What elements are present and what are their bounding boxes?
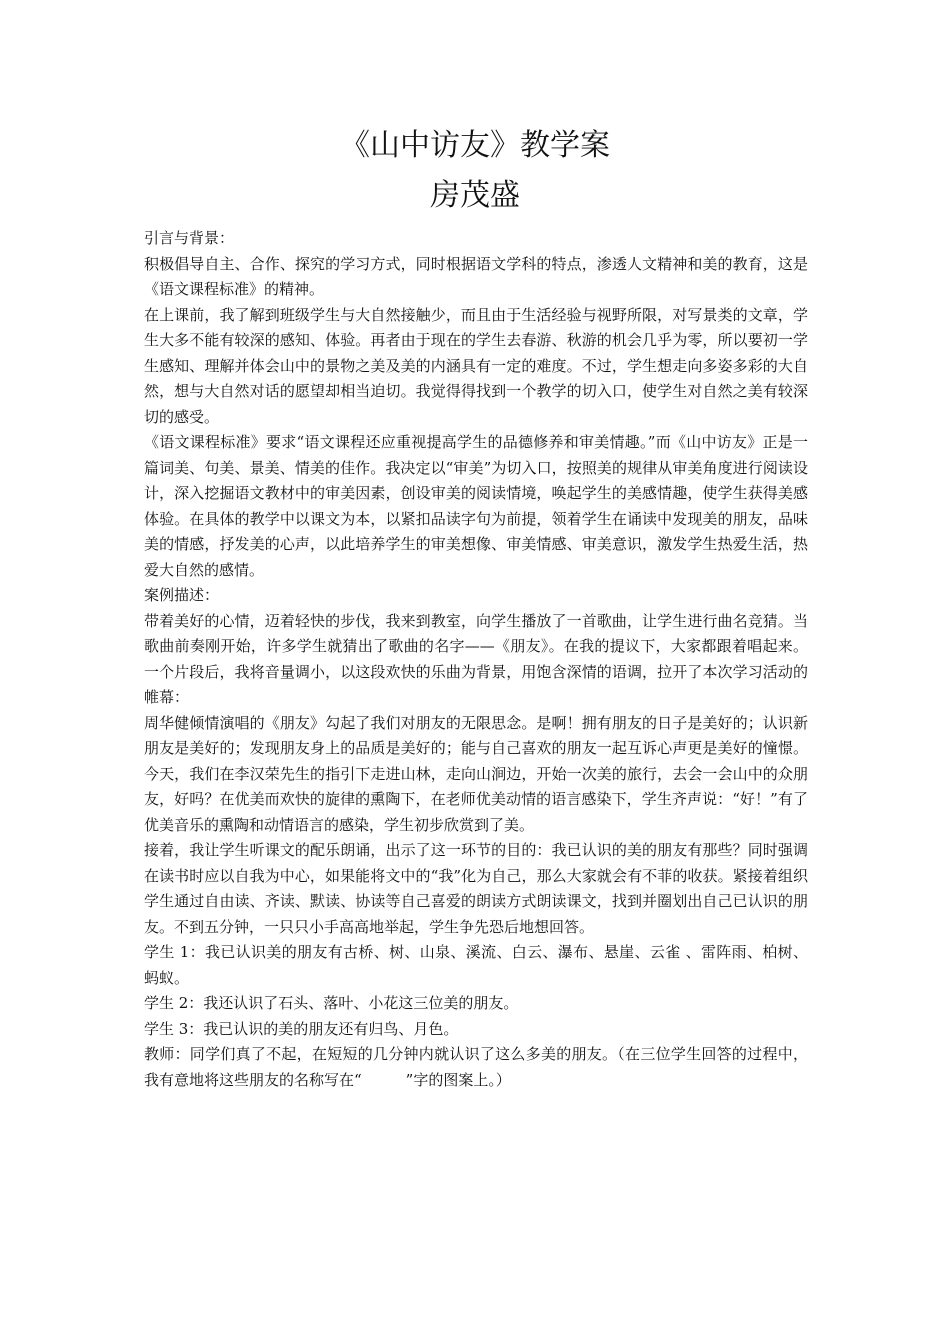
case-paragraph-1: 带着美好的心情，迈着轻快的步伐，我来到教室，向学生播放了一首歌曲，让学生进行曲名竞猜。当歌曲前奏刚开始，许多学生就猜出了歌曲的名字——《朋友》。在我的提议下，大家都跟着唱起来。一个片段后，我将音量调小，以这段欢快的乐曲为背景，用饱含深情的语调，拉开了本次学习活动的帷幕： — [144, 611, 808, 706]
student-answer-3: 学生 3：我已认识的美的朋友还有归鸟、月色。 — [144, 1019, 459, 1038]
teacher-remark-start: 教师：同学们真了不起，在短短的几分钟内就认识了这么多美的朋友。（在三位学生回答的过程中，我有意地将这些朋友的名称写在“ — [144, 1045, 808, 1089]
document-author: 房茂盛 — [430, 178, 520, 213]
case-paragraph-3: 接着，我让学生听课文的配乐朗诵，出示了这一环节的目的：我已认识的美的朋友有那些？同时强调在读书时应以自我为中心，如果能将文中的“我”化为自己，那么大家就会有不菲的收获。紧接着组织学生通过自由读、齐读、默读、协读等自己喜爱的朗读方式朗读课文，找到并圈划出自己已认识的朋友。不到五分钟，一只只小手高高地举起，学生争先恐后地想回答。 — [144, 841, 808, 936]
teacher-remark — [144, 1042, 808, 1093]
case-heading: 案例描述： — [144, 586, 220, 604]
student-answer-2: 学生 2：我还认识了石头、落叶、小花这三位美的朋友。 — [144, 994, 519, 1012]
intro-paragraph-3: 《语文课程标准》要求“语文课程还应重视提高学生的品德修养和审美情趣。”而《山中访友》正是一篇词美、句美、景美、情美的佳作。我决定以“审美”为切入口，按照美的规律从审美角度进行阅读设计，深入挖掘语文教材中的审美因素，创设审美的阅读情境，唤起学生的美感情趣，使学生获得美感体验。在具体的教学中以课文为本，以紧扣品读字句为前提，领着学生在诵读中发现美的朋友，品味美的情感，抒发美的心声，以此培养学生的审美想像、审美情感、审美意识，激发学生热爱生活，热爱大自然的感情。 — [144, 433, 808, 579]
intro-heading: 引言与背景： — [144, 229, 235, 247]
document-title: 《山中访友》教学案 — [340, 128, 610, 163]
intro-paragraph-2: 在上课前，我了解到班级学生与大自然接触少，而且由于生活经验与视野所限，对写景类的文章，学生大多不能有较深的感知、体验。再者由于现在的学生去春游、秋游的机会几乎为零，所以要初一学生感知、理解并体会山中的景物之美及美的内涵具有一定的难度。不过，学生想走向多姿多彩的大自然，想与大自然对话的愿望却相当迫切。我觉得得找到一个教学的切入口，使学生对自然之美有较深切的感受。 — [144, 305, 808, 426]
teacher-remark-end: ”字的图案上。） — [405, 1070, 511, 1089]
document-body — [144, 226, 808, 1093]
intro-paragraph-1: 积极倡导自主、合作、探究的学习方式，同时根据语文学科的特点，渗透人文精神和美的教育，这是《语文课程标准》的精神。 — [144, 254, 808, 298]
case-paragraph-2: 周华健倾情演唱的《朋友》勾起了我们对朋友的无限思念。是啊！拥有朋友的日子是美好的；认识新朋友是美好的；发现朋友身上的品质是美好的；能与自己喜欢的朋友一起互诉心声更是美好的憧憬。今天，我们在李汉荣先生的指引下走进山林，走向山涧边，开始一次美的旅行，去会一会山中的众朋友，好吗？在优美而欢快的旋律的熏陶下，在老师优美动情的语言感染下，学生齐声说：“好！”有了优美音乐的熏陶和动情语言的感染，学生初步欣赏到了美。 — [144, 713, 808, 834]
student-answer-1: 学生 1：我已认识美的朋友有古桥、树、山泉、溪流、白云、瀑布、悬崖、云雀 、雷阵雨、柏树、蚂蚁。 — [144, 943, 808, 987]
